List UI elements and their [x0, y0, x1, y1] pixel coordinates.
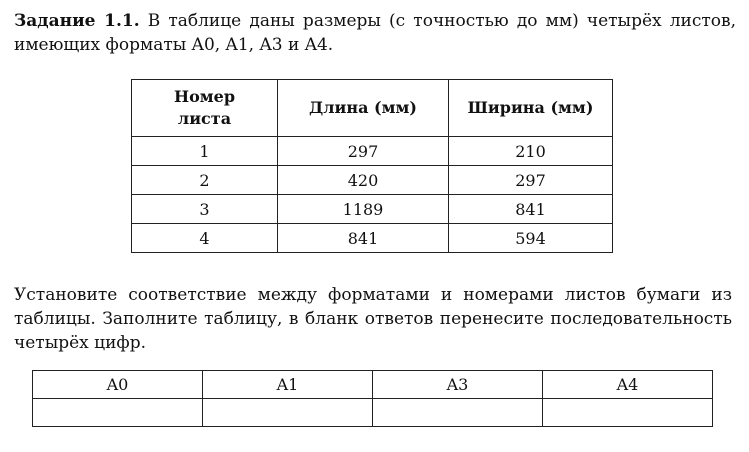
table-row — [132, 166, 613, 195]
answer-cell-a0[interactable] — [33, 399, 203, 427]
sheet-number-cell: 1 — [132, 137, 278, 166]
sheet-number-cell: 4 — [132, 224, 278, 253]
table-row — [132, 137, 613, 166]
format-a0-header: A0 — [33, 371, 203, 399]
length-cell: 1189 — [278, 195, 449, 224]
format-a3-header: A3 — [373, 371, 543, 399]
width-cell: 841 — [449, 195, 613, 224]
sheet-number-cell: 3 — [132, 195, 278, 224]
table-row — [132, 224, 613, 253]
length-cell: 297 — [278, 137, 449, 166]
answer-table — [32, 370, 713, 427]
answer-cell-a4[interactable] — [543, 399, 713, 427]
answer-input-row — [33, 399, 713, 427]
task-label: Задание 1.1. — [14, 11, 140, 31]
sheet-number-cell: 2 — [132, 166, 278, 195]
format-a4-header: A4 — [543, 371, 713, 399]
length-cell: 841 — [278, 224, 449, 253]
width-cell: 594 — [449, 224, 613, 253]
header-length: Длина (мм) — [278, 80, 449, 137]
header-width: Ширина (мм) — [449, 80, 613, 137]
answer-cell-a3[interactable] — [373, 399, 543, 427]
length-cell: 420 — [278, 166, 449, 195]
instruction-text: Установите соответствие между форматами и номерами листов бумаги из таблицы. Заполните таблицу, в бланк ответов перенесите последовательность четырёх цифр. — [14, 285, 732, 353]
task-description: В таблице даны размеры (с точностью до мм) четырёх листов, имеющих форматы A0, A1, A3 и A4. — [14, 11, 736, 55]
header-sheet-number: Номер листа — [132, 80, 278, 137]
width-cell: 297 — [449, 166, 613, 195]
task-statement — [14, 9, 736, 57]
width-cell: 210 — [449, 137, 613, 166]
sheet-sizes-table — [131, 79, 613, 253]
sizes-header-row — [132, 80, 613, 137]
answer-cell-a1[interactable] — [203, 399, 373, 427]
table-row — [132, 195, 613, 224]
answer-header-row — [33, 371, 713, 399]
format-a1-header: A1 — [203, 371, 373, 399]
